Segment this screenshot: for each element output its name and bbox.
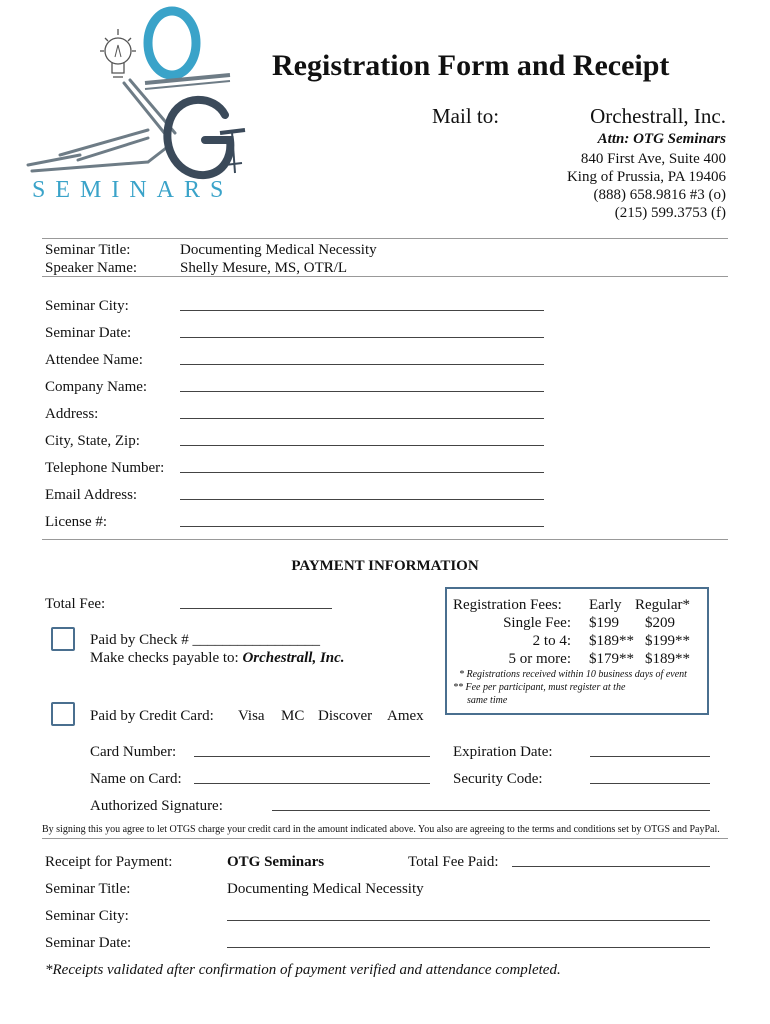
telephone-field[interactable] [180, 472, 544, 473]
fee-row-regular: $209 [645, 615, 675, 631]
card-number-label: Card Number: [90, 744, 177, 760]
attn-line: Attn: OTG Seminars [597, 131, 726, 147]
page-title: Registration Form and Receipt [272, 49, 670, 82]
address-line-2: King of Prussia, PA 19406 [566, 169, 726, 185]
logo-seminars-text: SEMINARS [32, 177, 234, 203]
check-payable-line [90, 649, 345, 667]
company-name-field[interactable] [180, 391, 544, 392]
receipt-seminar-date-label: Seminar Date: [45, 935, 132, 951]
fee-row-early: $179** [589, 651, 634, 667]
email-field[interactable] [180, 499, 544, 500]
fees-box [445, 587, 709, 715]
security-code-field[interactable] [590, 783, 710, 784]
fees-header-label: Registration Fees: [453, 597, 562, 613]
receipt-org: OTG Seminars [227, 854, 325, 870]
speaker-name-label: Speaker Name: [45, 260, 138, 276]
fees-note-3: same time [467, 695, 508, 706]
field-label: Address: [45, 406, 99, 422]
signature-label: Authorized Signature: [90, 798, 223, 814]
address-field[interactable] [180, 418, 544, 419]
divider [42, 539, 728, 540]
card-type-amex[interactable]: Amex [387, 708, 424, 724]
seminar-title-label: Seminar Title: [45, 242, 131, 258]
fees-col-regular: Regular* [635, 597, 690, 613]
card-type-discover[interactable]: Discover [318, 708, 373, 724]
payment-heading: PAYMENT INFORMATION [291, 558, 479, 574]
fee-row-regular: $199** [645, 633, 690, 649]
receipt-for-payment-label: Receipt for Payment: [45, 854, 173, 870]
field-label: Company Name: [45, 379, 148, 395]
divider [42, 276, 728, 277]
company-name: Orchestrall, Inc. [590, 104, 726, 128]
field-label: Email Address: [45, 487, 138, 503]
expiration-label: Expiration Date: [453, 744, 553, 760]
receipt-seminar-title-value: Documenting Medical Necessity [227, 881, 424, 897]
check-payee: Orchestrall, Inc. [242, 650, 345, 666]
total-fee-paid-field[interactable] [512, 866, 710, 867]
otg-logo [20, 5, 260, 215]
card-number-field[interactable] [194, 756, 430, 757]
card-type-visa[interactable]: Visa [238, 708, 265, 724]
total-fee-label: Total Fee: [45, 596, 106, 612]
address-line-1: 840 First Ave, Suite 400 [580, 151, 726, 167]
divider [42, 838, 728, 839]
field-label: Telephone Number: [45, 460, 165, 476]
name-on-card-field[interactable] [194, 783, 430, 784]
seminar-city-field[interactable] [180, 310, 544, 311]
paid-by-check-checkbox[interactable] [51, 627, 75, 651]
paid-by-credit-card-checkbox[interactable] [51, 702, 75, 726]
phone-line: (888) 658.9816 #3 (o) [593, 187, 726, 203]
fee-row-early: $189** [589, 633, 634, 649]
total-fee-field[interactable] [180, 608, 332, 609]
expiration-field[interactable] [590, 756, 710, 757]
security-code-label: Security Code: [453, 771, 543, 787]
seminar-date-field[interactable] [180, 337, 544, 338]
logo-figure [28, 80, 175, 171]
field-label: License #: [45, 514, 108, 530]
city-state-zip-field[interactable] [180, 445, 544, 446]
paid-by-credit-card-label: Paid by Credit Card: [90, 708, 214, 724]
field-label: Attendee Name: [45, 352, 143, 368]
mail-to-label: Mail to: [432, 104, 500, 128]
logo-letter-g [167, 100, 230, 175]
receipt-seminar-date-field[interactable] [227, 947, 710, 948]
fee-row-label: Single Fee: [503, 615, 571, 631]
field-label: Seminar Date: [45, 325, 132, 341]
field-label: City, State, Zip: [45, 433, 140, 449]
receipt-seminar-title-label: Seminar Title: [45, 881, 131, 897]
fee-row-label: 5 or more: [508, 651, 571, 667]
check-payable-label: Make checks payable to: [90, 650, 239, 666]
fees-note-2: ** Fee per participant, must register at the [453, 682, 626, 693]
logo-letter-o [148, 11, 196, 75]
fax-line: (215) 599.3753 (f) [614, 205, 726, 221]
receipt-footnote: *Receipts validated after confirmation of payment verified and attendance completed. [45, 962, 561, 978]
fees-note-1: * Registrations received within 10 business days of event [459, 669, 687, 680]
fee-row-label: 2 to 4: [532, 633, 571, 649]
field-label: Seminar City: [45, 298, 129, 314]
fees-col-early: Early [589, 597, 622, 613]
fee-row-early: $199 [589, 615, 619, 631]
fee-row-regular: $189** [645, 651, 690, 667]
speaker-name-value: Shelly Mesure, MS, OTR/L [180, 260, 348, 276]
seminar-title-value: Documenting Medical Necessity [180, 242, 377, 258]
total-fee-paid-label: Total Fee Paid: [408, 854, 499, 870]
paid-by-check-label: Paid by Check # _________________ [90, 632, 320, 648]
card-type-mc[interactable]: MC [281, 708, 305, 724]
lightbulb-icon [100, 29, 136, 77]
divider [42, 238, 728, 239]
disclaimer-text: By signing this you agree to let OTGS charge your credit card in the amount indicated above. You also are agreeing to the terms and conditions set by OTGS and PayPal. [42, 824, 720, 835]
attendee-name-field[interactable] [180, 364, 544, 365]
signature-field[interactable] [272, 810, 710, 811]
receipt-seminar-city-field[interactable] [227, 920, 710, 921]
name-on-card-label: Name on Card: [90, 771, 182, 787]
receipt-seminar-city-label: Seminar City: [45, 908, 129, 924]
license-field[interactable] [180, 526, 544, 527]
